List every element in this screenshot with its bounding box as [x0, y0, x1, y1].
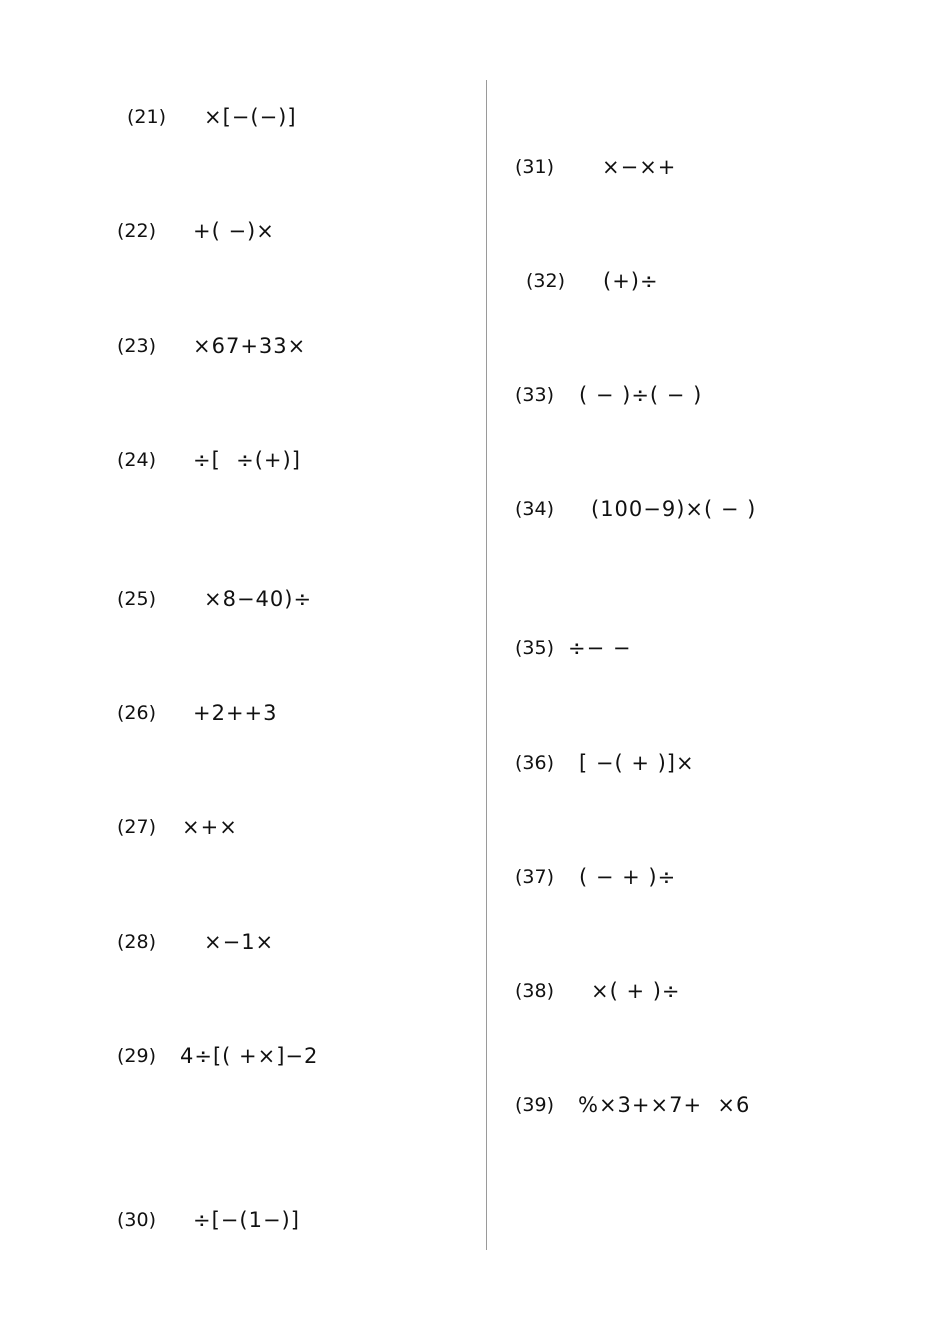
problem-number: (28) — [117, 931, 157, 953]
problem-26 — [117, 699, 278, 727]
problem-28 — [117, 928, 275, 956]
problem-expression: ÷[−(1−)] — [193, 1208, 300, 1232]
problem-35 — [515, 634, 632, 662]
problem-number: (31) — [515, 156, 555, 178]
problem-number: (33) — [515, 384, 555, 406]
problem-27 — [117, 813, 238, 841]
problem-number: (21) — [127, 106, 167, 128]
problem-expression: ×−1× — [204, 930, 275, 954]
problem-number: (32) — [526, 270, 566, 292]
problem-number: (29) — [117, 1045, 157, 1067]
problem-number: (24) — [117, 449, 157, 471]
problem-number: (38) — [515, 980, 555, 1002]
problem-23 — [117, 332, 307, 360]
problem-number: (34) — [515, 498, 555, 520]
problem-number: (36) — [515, 752, 555, 774]
column-divider — [486, 80, 487, 1250]
problem-number: (23) — [117, 335, 157, 357]
problem-39 — [515, 1091, 751, 1119]
problem-expression: (+)÷ — [603, 269, 659, 293]
problem-expression: ×( + )÷ — [591, 979, 681, 1003]
problem-24 — [117, 446, 301, 474]
problem-31 — [515, 153, 677, 181]
problem-21 — [127, 103, 297, 131]
problem-number: (27) — [117, 816, 157, 838]
problem-expression: ×67+33× — [193, 334, 307, 358]
problem-expression: ÷[ ÷(+)] — [193, 448, 301, 472]
problem-expression: 4÷[( +×]−2 — [180, 1044, 319, 1068]
problem-expression: ÷− − — [568, 636, 632, 660]
problem-29 — [117, 1042, 319, 1070]
problem-36 — [515, 749, 695, 777]
problem-37 — [515, 863, 677, 891]
problem-expression: (100−9)×( − ) — [591, 497, 757, 521]
problem-number: (37) — [515, 866, 555, 888]
problem-expression: ×−×+ — [602, 155, 677, 179]
problem-expression: ×8−40)÷ — [204, 587, 313, 611]
problem-25 — [117, 585, 313, 613]
problem-38 — [515, 977, 681, 1005]
problem-number: (35) — [515, 637, 555, 659]
problem-33 — [515, 381, 703, 409]
problem-expression: ×+× — [182, 815, 238, 839]
problem-number: (22) — [117, 220, 157, 242]
problem-22 — [117, 217, 275, 245]
problem-30 — [117, 1206, 300, 1234]
problem-expression: ×[−(−)] — [204, 105, 297, 129]
problem-expression: [ −( + )]× — [579, 751, 695, 775]
problem-32 — [526, 267, 659, 295]
problem-number: (39) — [515, 1094, 555, 1116]
problem-number: (30) — [117, 1209, 157, 1231]
problem-number: (26) — [117, 702, 157, 724]
problem-expression: %×3+×7+ ×6 — [578, 1093, 751, 1117]
problem-expression: +2++3 — [193, 701, 278, 725]
problem-expression: ( − + )÷ — [579, 865, 677, 889]
problem-number: (25) — [117, 588, 157, 610]
problem-expression: +( −)× — [193, 219, 275, 243]
problem-34 — [515, 495, 757, 523]
problem-expression: ( − )÷( − ) — [579, 383, 703, 407]
